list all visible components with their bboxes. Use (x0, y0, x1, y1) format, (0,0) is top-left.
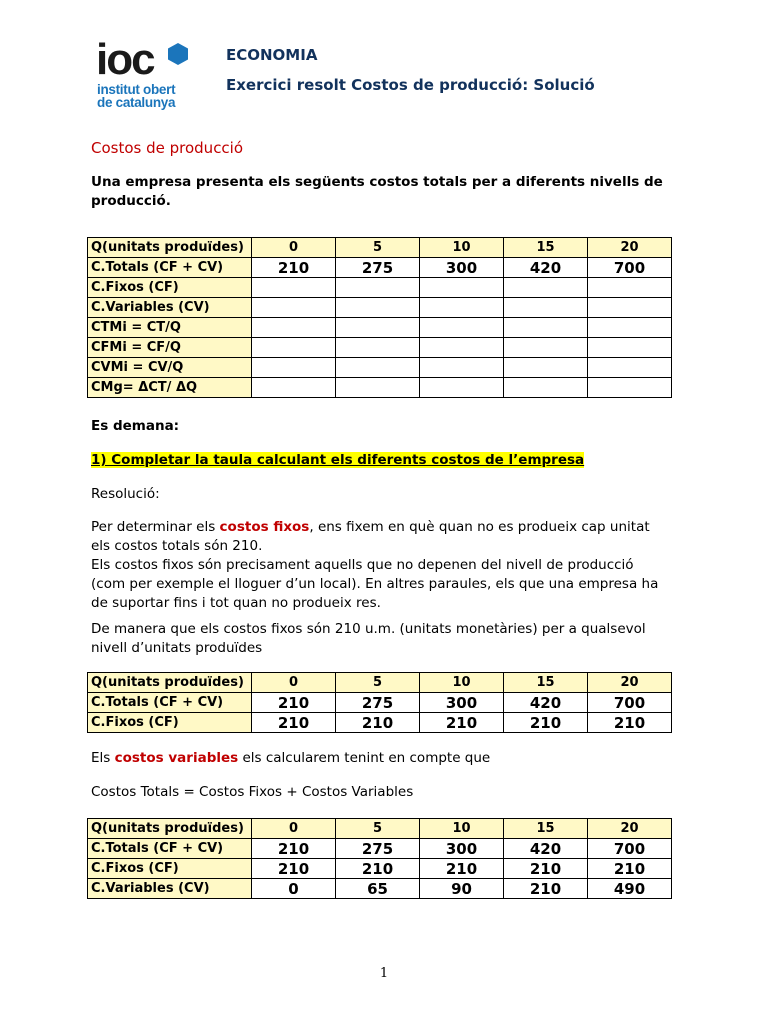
costs-table-variable (87, 818, 672, 899)
table-cell (252, 338, 336, 358)
table-column-header: 0 (252, 819, 336, 839)
question-1 (91, 451, 584, 470)
table-cell: 490 (588, 879, 672, 899)
paragraph-line: Els costos fixos són precisament aquells que no depenen del nivell de producció (91, 557, 634, 573)
table-cell (252, 298, 336, 318)
formula: Costos Totals = Costos Fixos + Costos Variables (91, 784, 414, 800)
table-cell: 210 (252, 859, 336, 879)
table-cell (588, 318, 672, 338)
highlight-term: costos variables (114, 750, 239, 766)
table-cell (252, 278, 336, 298)
table-row (88, 338, 672, 358)
table-row (88, 358, 672, 378)
table-cell (504, 338, 588, 358)
text-run: Els (91, 750, 115, 766)
table-column-header: 5 (336, 238, 420, 258)
table-column-header: 15 (504, 238, 588, 258)
table-cell (336, 298, 420, 318)
header-title: Exercici resolt Costos de producció: Solució (226, 76, 595, 94)
table-column-header: 0 (252, 673, 336, 693)
table-cell: 210 (420, 859, 504, 879)
table-header-row (88, 238, 672, 258)
row-label: C.Fixos (CF) (88, 713, 252, 733)
table-cell: 700 (588, 839, 672, 859)
row-label: C.Variables (CV) (88, 298, 252, 318)
row-label: C.Totals (CF + CV) (88, 693, 252, 713)
table-cell: 300 (420, 839, 504, 859)
table-cell (504, 378, 588, 398)
table-column-header: 20 (588, 238, 672, 258)
table-cell (420, 278, 504, 298)
table-cell (420, 318, 504, 338)
table-row (88, 839, 672, 859)
table-cell: 65 (336, 879, 420, 899)
table-cell (588, 298, 672, 318)
table-cell (420, 298, 504, 318)
table-cell (336, 318, 420, 338)
table-header-row (88, 819, 672, 839)
table-cell (336, 278, 420, 298)
paragraph-line: de suportar fins i tot quan no produeix res. (91, 595, 381, 611)
logo-line-1: institut obert (97, 82, 176, 97)
paragraph-line: els costos totals són 210. (91, 538, 263, 554)
row-label: C.Totals (CF + CV) (88, 839, 252, 859)
table-cell: 420 (504, 258, 588, 278)
table-row (88, 318, 672, 338)
logo-hexagon-icon (168, 43, 188, 65)
row-label: C.Fixos (CF) (88, 859, 252, 879)
table-cell: 275 (336, 839, 420, 859)
table-column-header: 10 (420, 673, 504, 693)
text-run: els calcularem tenint en compte que (238, 750, 491, 766)
table-cell: 210 (252, 839, 336, 859)
table-cell (336, 338, 420, 358)
table-cell (504, 318, 588, 338)
paragraph-line: De manera que els costos fixos són 210 u.m. (unitats monetàries) per a qualsevol (91, 621, 646, 637)
fixed-costs-paragraph (91, 518, 658, 613)
table-cell: 210 (420, 713, 504, 733)
row-label: CMg= ΔCT/ ΔQ (88, 378, 252, 398)
table-cell: 210 (504, 859, 588, 879)
table-row (88, 879, 672, 899)
table-cell (588, 338, 672, 358)
table-cell: 210 (336, 859, 420, 879)
table-column-header: 5 (336, 673, 420, 693)
resolucio-label: Resolució: (91, 486, 160, 502)
page-number: 1 (379, 966, 389, 981)
table-header-label: Q(unitats produïdes) (88, 673, 252, 693)
table-cell: 210 (504, 879, 588, 899)
header-subject: ECONOMIA (226, 46, 318, 64)
table-row (88, 859, 672, 879)
table-column-header: 20 (588, 673, 672, 693)
table-cell: 210 (252, 693, 336, 713)
table-cell (588, 378, 672, 398)
table-row (88, 298, 672, 318)
table-cell (252, 318, 336, 338)
table-row (88, 278, 672, 298)
table-header-row (88, 673, 672, 693)
table-cell (588, 278, 672, 298)
section-title: Costos de producció (91, 139, 244, 157)
table-row (88, 713, 672, 733)
table-cell (504, 358, 588, 378)
table-cell: 210 (588, 859, 672, 879)
table-cell: 700 (588, 693, 672, 713)
table-cell: 700 (588, 258, 672, 278)
intro-paragraph (91, 173, 663, 211)
table-column-header: 15 (504, 819, 588, 839)
logo-wordmark: ioc (96, 35, 154, 84)
table-cell: 210 (504, 713, 588, 733)
table-header-label: Q(unitats produïdes) (88, 819, 252, 839)
table-column-header: 20 (588, 819, 672, 839)
row-label: CVMi = CV/Q (88, 358, 252, 378)
highlight-term: costos fixos (219, 519, 310, 535)
logo-subtitle (97, 83, 175, 109)
paragraph-line (91, 518, 658, 537)
table-row (88, 378, 672, 398)
table-cell (252, 358, 336, 378)
fixed-costs-conclusion (91, 620, 646, 658)
text-run: Per determinar els (91, 519, 220, 535)
table-cell (336, 378, 420, 398)
table-cell (252, 378, 336, 398)
table-cell (420, 338, 504, 358)
logo-line-2: de catalunya (97, 95, 176, 110)
intro-line: producció. (91, 193, 171, 209)
variable-costs-intro (91, 749, 490, 768)
row-label: CFMi = CF/Q (88, 338, 252, 358)
table-cell (504, 298, 588, 318)
table-header-label: Q(unitats produïdes) (88, 238, 252, 258)
table-cell: 275 (336, 693, 420, 713)
table-column-header: 5 (336, 819, 420, 839)
table-cell: 210 (252, 258, 336, 278)
table-cell (336, 358, 420, 378)
table-row (88, 258, 672, 278)
text-run: , ens fixem en què quan no es produeix cap unitat (309, 519, 650, 535)
row-label: CTMi = CT/Q (88, 318, 252, 338)
table-cell: 300 (420, 693, 504, 713)
row-label: C.Fixos (CF) (88, 278, 252, 298)
paragraph-line: (com per exemple el lloguer d’un local). En altres paraules, els que una empresa ha (91, 576, 659, 592)
table-cell: 275 (336, 258, 420, 278)
row-label: C.Totals (CF + CV) (88, 258, 252, 278)
costs-table-fixed (87, 672, 672, 733)
table-cell (420, 358, 504, 378)
table-cell: 210 (588, 713, 672, 733)
table-cell: 90 (420, 879, 504, 899)
table-column-header: 10 (420, 238, 504, 258)
table-cell: 300 (420, 258, 504, 278)
paragraph-line: nivell d’unitats produïdes (91, 640, 263, 656)
es-demana: Es demana: (91, 418, 180, 434)
table-row (88, 693, 672, 713)
table-cell: 0 (252, 879, 336, 899)
table-column-header: 15 (504, 673, 588, 693)
table-column-header: 10 (420, 819, 504, 839)
table-column-header: 0 (252, 238, 336, 258)
table-cell: 420 (504, 693, 588, 713)
table-cell: 210 (336, 713, 420, 733)
table-cell (588, 358, 672, 378)
row-label: C.Variables (CV) (88, 879, 252, 899)
table-cell: 210 (252, 713, 336, 733)
question-1-text: 1) Completar la taula calculant els diferents costos de l’empresa (91, 452, 585, 468)
table-cell (504, 278, 588, 298)
costs-table-empty (87, 237, 672, 398)
table-cell: 420 (504, 839, 588, 859)
table-cell (420, 378, 504, 398)
intro-line: Una empresa presenta els següents costos totals per a diferents nivells de (91, 174, 663, 190)
